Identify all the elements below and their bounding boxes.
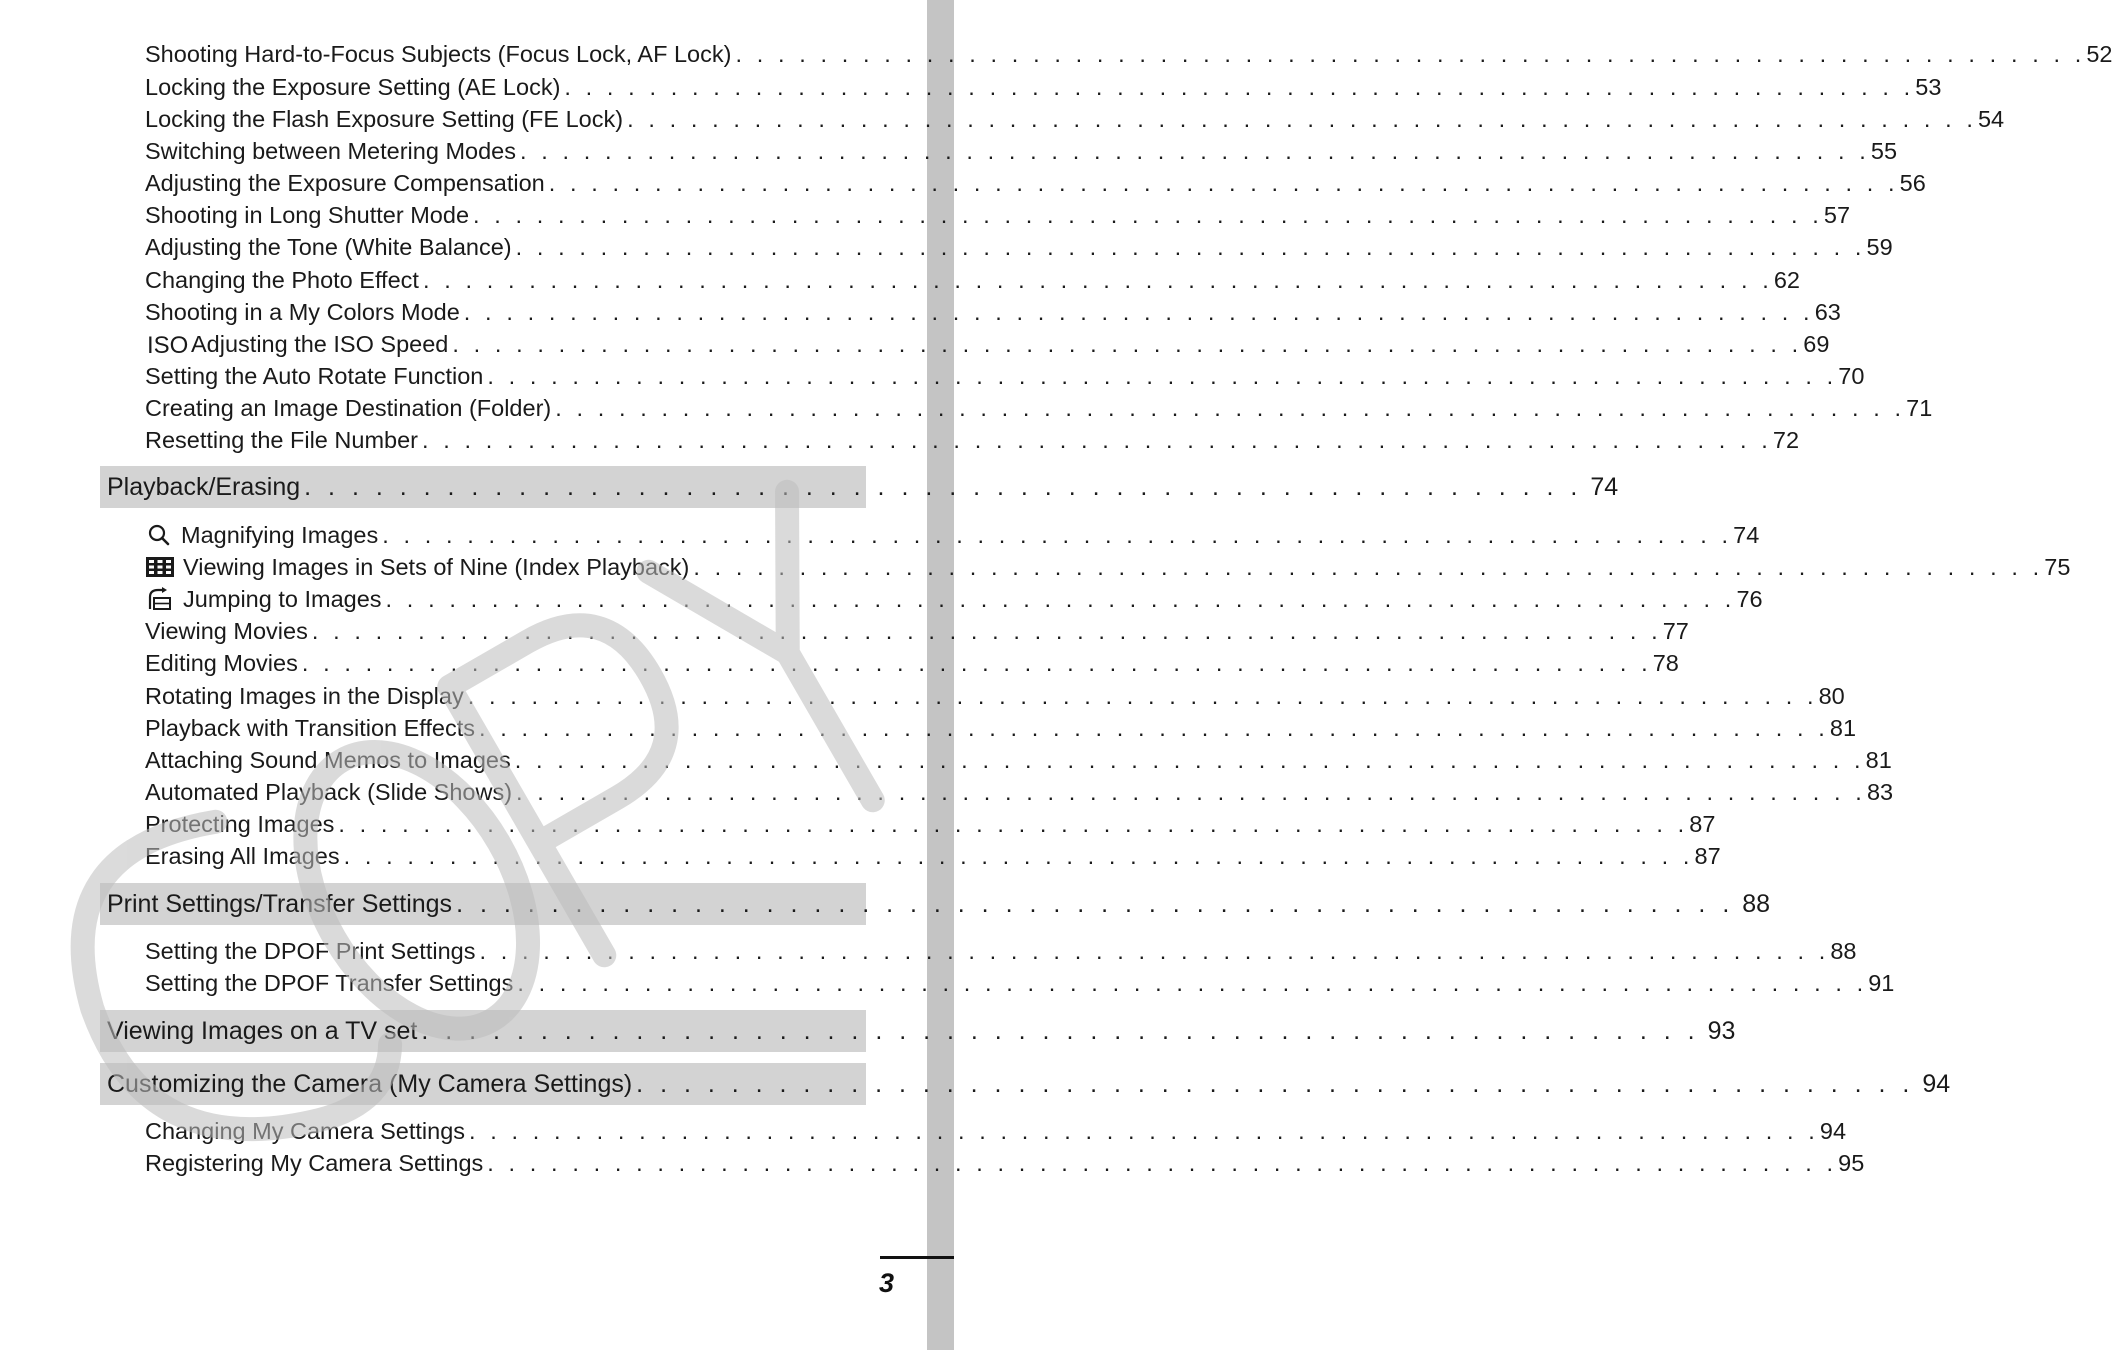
toc-entry-page: 80: [1818, 683, 1845, 709]
toc-entry-page: 55: [1870, 138, 1898, 164]
leader-dots: . . . . . . . . . . . . . . . . . . . . . . . . . . . . . . . . . . . . . . . . . . . . . . . . . . . . . . . . . . . . . . . .: [735, 41, 2086, 67]
leader-dots: . . . . . . . . . . . . . . . . . . . . . . . . . . . . . . . . . . . . . . . . . . . . . . . . . . . . . . . . . . . . . . . .: [382, 522, 1733, 548]
page-number: 3: [879, 1268, 895, 1298]
toc-entry-title: Locking the Exposure Setting (AE Lock): [145, 74, 561, 100]
toc-entry[interactable]: [145, 1148, 1865, 1178]
toc-entry-title: Setting the Auto Rotate Function: [145, 363, 484, 389]
toc-entry-page: 91: [1868, 970, 1895, 996]
toc-entry-title: Erasing All Images: [145, 843, 340, 869]
leader-dots: . . . . . . . . . . . . . . . . . . . . . . . . . . . . . . . . . . . . . . . . . . . . . . . . . . . . . . . . . . . . . . . .: [473, 202, 1823, 228]
toc-entry-page: 52: [2086, 41, 2112, 67]
toc-entry-title: Viewing Images in Sets of Nine (Index Playback): [183, 554, 690, 580]
toc-entry-title: Attaching Sound Memos to Images: [145, 747, 511, 773]
section-title: Playback/Erasing: [107, 472, 301, 501]
iso-icon: [145, 332, 189, 359]
toc-entry[interactable]: [145, 361, 1865, 391]
toc-entry-page: 87: [1689, 811, 1716, 837]
toc-entry[interactable]: [145, 1116, 1847, 1146]
leader-dots: . . . . . . . . . . . . . . . . . . . . . . . . . . . . . . . . . . . . . . . . . . . . . . . . . . . . . .: [304, 472, 1583, 501]
leader-dots: . . . . . . . . . . . . . . . . . . . . . . . . . . . . . . . . . . . . . . . . . . . . . . . . . . . . . . . . . . . . . . . .: [338, 811, 1689, 837]
toc-entry-page: 75: [2044, 554, 2071, 580]
toc-entry-page: 94: [1819, 1118, 1847, 1144]
leader-dots: . . . . . . . . . . . . . . . . . . . . . . . . . . . . . . . . . . . . . . . . . . . . . . . . . . . . . . . . . . . . . . . .: [555, 395, 1906, 421]
section-title: Print Settings/Transfer Settings: [107, 889, 453, 918]
leader-dots: . . . . . . . . . . . . . . . . . . . . . . . . . . . . . . . . . . . . . . . . . . . . . . . . . . . . . . . . . . . . . . . .: [343, 843, 1694, 869]
toc-entry[interactable]: [145, 200, 1851, 230]
toc-entry-page: 56: [1899, 170, 1926, 196]
toc-entry-title: Playback with Transition Effects: [145, 715, 476, 741]
toc-entry-page: 83: [1866, 779, 1894, 805]
leader-dots: . . . . . . . . . . . . . . . . . . . . . . . . . . . . . . . . . . . . . . . . . . . . . . . . . . . . . . . . . . . . . . . .: [627, 106, 1977, 132]
toc-entry-page: 54: [1977, 106, 2005, 132]
toc-entry-title: Editing Movies: [145, 650, 298, 676]
toc-entry[interactable]: [145, 777, 1894, 807]
toc-entry[interactable]: [145, 841, 1721, 871]
leader-dots: . . . . . . . . . . . . . . . . . . . . . . . . . . . . . . . . . . . . . . . . . . . . . . . . . . . . . . . . . . . . . . . .: [301, 650, 1652, 676]
leader-dots: . . . . . . . . . . . . . . . . . . . . . . . . . . . . . . . . . . . . . . . . . . . . . . . . . . . . . . . . . . . . . . . .: [385, 586, 1736, 612]
toc-entry[interactable]: [145, 425, 1800, 455]
leader-dots: . . . . . . . . . . . . . . . . . . . . . . . . . . . . . . . . . . . . . . . . . . . . . . . . . . . . . . . . . . . . . . . .: [421, 427, 1772, 453]
toc-entry-page: 95: [1838, 1150, 1865, 1176]
toc-entry-title: Adjusting the Tone (White Balance): [145, 234, 512, 260]
toc-entry-title: Creating an Image Destination (Folder): [145, 395, 552, 421]
magnify-icon: [145, 523, 173, 547]
toc-entry-page: 88: [1830, 938, 1857, 964]
leader-dots: . . . . . . . . . . . . . . . . . . . . . . . . . . . . . . . . . . . . . . . . . . . . . . . . . . . . . . . . . . . . . . . .: [514, 747, 1865, 773]
toc-entry-page: 70: [1838, 363, 1865, 389]
toc-entry-page: 59: [1866, 234, 1893, 260]
toc-entry-title: Shooting in Long Shutter Mode: [145, 202, 470, 228]
toc-entry-title: Resetting the File Number: [145, 427, 418, 453]
toc-entry[interactable]: [145, 520, 1760, 550]
toc-entry[interactable]: [145, 648, 1679, 678]
toc-entry-title: Shooting Hard-to-Focus Subjects (Focus Lock, AF Lock): [145, 41, 732, 67]
leader-dots: . . . . . . . . . . . . . . . . . . . . . . . . . . . . . . . . . . . . . . . . . . . . . . . . . . . . . . . . . . . . . . . .: [519, 138, 1870, 164]
leader-dots: . . . . . . . . . . . . . . . . . . . . . . . . . . . . . . . . . . . . . . . . . . . . . . . . . . . . . . . . . . . . . . . .: [564, 74, 1915, 100]
section-title: Customizing the Camera (My Camera Settings): [107, 1069, 633, 1098]
toc-entry[interactable]: [145, 809, 1716, 839]
toc-entry-title: Adjusting the Exposure Compensation: [145, 170, 545, 196]
toc-entry[interactable]: [145, 329, 1830, 359]
leader-dots: . . . . . . . . . . . . . . . . . . . . . . . . . . . . . . . . . . . . . . . . . . . . . . . . . . . . . . . . . . . . . . . .: [515, 234, 1866, 260]
toc-entry-page: 74: [1733, 522, 1760, 548]
jump-icon: [145, 587, 175, 611]
toc-entry[interactable]: [145, 584, 1763, 614]
section-page: 74: [1590, 472, 1619, 501]
toc-entry-page: 72: [1772, 427, 1800, 453]
toc-entry[interactable]: [145, 681, 1845, 711]
svg-text:ISO: ISO: [147, 332, 189, 359]
toc-entry-title: Registering My Camera Settings: [145, 1150, 484, 1176]
toc-entry[interactable]: [145, 968, 1895, 998]
toc-entry[interactable]: [145, 136, 1898, 166]
toc-entry-page: 62: [1773, 267, 1800, 293]
section-print-transfer[interactable]: [100, 883, 1771, 925]
leader-dots: . . . . . . . . . . . . . . . . . . . . . . . . . . . . . . . . . . . . . . . . . . . . . . . . . . . . . . . . . . . . . . . .: [517, 970, 1868, 996]
toc-entry-title: Setting the DPOF Transfer Settings: [145, 970, 514, 996]
toc-entry[interactable]: [145, 936, 1857, 966]
toc-entry-page: 78: [1652, 650, 1679, 676]
toc-entry-title: Viewing Movies: [145, 618, 308, 644]
toc-entry[interactable]: [145, 297, 1841, 327]
toc-entry[interactable]: [145, 745, 1892, 775]
section-page: 88: [1742, 889, 1771, 918]
toc-entry[interactable]: [145, 616, 1689, 646]
toc-entry-page: 57: [1823, 202, 1851, 228]
leader-dots: . . . . . . . . . . . . . . . . . . . . . . . . . . . . . . . . . . . . . . . . . . . . . . . . . . . . . . . . . . . . . . . .: [487, 363, 1838, 389]
toc-entry-title: Adjusting the ISO Speed: [191, 331, 449, 357]
leader-dots: . . . . . . . . . . . . . . . . . . . . . . . . . . . . . . . . . . . . . . . . . . . . . . . . . . . . . . . . . . . . . . . .: [469, 1118, 1819, 1144]
toc-entry[interactable]: [145, 168, 1926, 198]
toc-entry-title: Changing My Camera Settings: [145, 1118, 466, 1144]
leader-dots: . . . . . . . . . . . . . . . . . . . . . . . . . . . . . . . . . . . . . . . . . . . . . . . . . . . . . . . . . . . . . . . .: [516, 779, 1866, 805]
toc-entry-page: 63: [1814, 299, 1841, 325]
toc-entry-page: 71: [1906, 395, 1933, 421]
leader-dots: . . . . . . . . . . . . . . . . . . . . . . . . . . . . . . . . . . . . . . . . . . . . . . . . . . . . . .: [636, 1069, 1915, 1098]
toc-entry-page: 81: [1829, 715, 1857, 741]
toc-entry-title: Switching between Metering Modes: [145, 138, 516, 164]
toc-entry-page: 77: [1662, 618, 1689, 644]
leader-dots: . . . . . . . . . . . . . . . . . . . . . . . . . . . . . . . . . . . . . . . . . . . . . . . . . . . . . .: [456, 889, 1735, 918]
toc-entry[interactable]: [145, 72, 1942, 102]
toc-entry[interactable]: [145, 39, 2112, 69]
leader-dots: . . . . . . . . . . . . . . . . . . . . . . . . . . . . . . . . . . . . . . . . . . . . . . . . . . . . . . . . . . . . . . . .: [693, 554, 2044, 580]
index-grid-icon: [145, 556, 175, 578]
toc-entry-title: Changing the Photo Effect: [145, 267, 419, 293]
section-page: 94: [1922, 1069, 1951, 1098]
toc-entry[interactable]: [145, 232, 1893, 262]
leader-dots: . . . . . . . . . . . . . . . . . . . . . . . . . . . . . . . . . . . . . . . . . . . . . . . . . . . . . . . . . . . . . . . .: [467, 683, 1818, 709]
section-page: 93: [1707, 1016, 1736, 1045]
leader-dots: . . . . . . . . . . . . . . . . . . . . . . . . . . . . . . . . . . . . . . . . . . . . . . . . . . . . . . . . . . . . . . . .: [479, 938, 1830, 964]
toc-entry[interactable]: [145, 713, 1857, 743]
toc-entry-title: Automated Playback (Slide Shows): [145, 779, 513, 805]
toc-entry-page: 53: [1915, 74, 1942, 100]
toc-entry-title: Shooting in a My Colors Mode: [145, 299, 460, 325]
leader-dots: . . . . . . . . . . . . . . . . . . . . . . . . . . . . . . . . . . . . . . . . . . . . . . . . . . . . . . . . . . . . . . . .: [311, 618, 1662, 644]
leader-dots: . . . . . . . . . . . . . . . . . . . . . . . . . . . . . . . . . . . . . . . . . . . . . . . . . . . . . . . . . . . . . . . .: [487, 1150, 1838, 1176]
section-title: Viewing Images on a TV set: [107, 1016, 418, 1045]
toc-entry-page: 81: [1865, 747, 1892, 773]
toc-entry[interactable]: [145, 393, 1933, 423]
toc-entry[interactable]: [145, 104, 2005, 134]
leader-dots: . . . . . . . . . . . . . . . . . . . . . . . . . . . . . . . . . . . . . . . . . . . . . . . . . . . . . . . . . . . . . . . .: [479, 715, 1829, 741]
toc-entry-title: Rotating Images in the Display: [145, 683, 464, 709]
leader-dots: . . . . . . . . . . . . . . . . . . . . . . . . . . . . . . . . . . . . . . . . . . . . . . . . . . . . . .: [421, 1016, 1700, 1045]
toc-entry-title: Setting the DPOF Print Settings: [145, 938, 476, 964]
toc-entry-page: 76: [1736, 586, 1763, 612]
toc-entry-title: Protecting Images: [145, 811, 335, 837]
toc-entry[interactable]: [145, 552, 2071, 582]
section-customizing[interactable]: [100, 1063, 1951, 1105]
toc-entry-title: Jumping to Images: [183, 586, 382, 612]
leader-dots: . . . . . . . . . . . . . . . . . . . . . . . . . . . . . . . . . . . . . . . . . . . . . . . . . . . . . . . . . . . . . . . .: [422, 267, 1773, 293]
toc-entry[interactable]: [145, 265, 1800, 295]
toc-entry-title: Locking the Flash Exposure Setting (FE Lock): [145, 106, 624, 132]
leader-dots: . . . . . . . . . . . . . . . . . . . . . . . . . . . . . . . . . . . . . . . . . . . . . . . . . . . . . . . . . . . . . . . .: [452, 331, 1803, 357]
toc-entry-title: Magnifying Images: [181, 522, 379, 548]
toc-entry-page: 69: [1803, 331, 1830, 357]
toc-entry-page: 87: [1694, 843, 1721, 869]
section-playback-erasing[interactable]: [100, 466, 1619, 508]
leader-dots: . . . . . . . . . . . . . . . . . . . . . . . . . . . . . . . . . . . . . . . . . . . . . . . . . . . . . . . . . . . . . . . .: [463, 299, 1814, 325]
section-tv-viewing[interactable]: [100, 1010, 1736, 1052]
leader-dots: . . . . . . . . . . . . . . . . . . . . . . . . . . . . . . . . . . . . . . . . . . . . . . . . . . . . . . . . . . . . . . . .: [548, 170, 1899, 196]
